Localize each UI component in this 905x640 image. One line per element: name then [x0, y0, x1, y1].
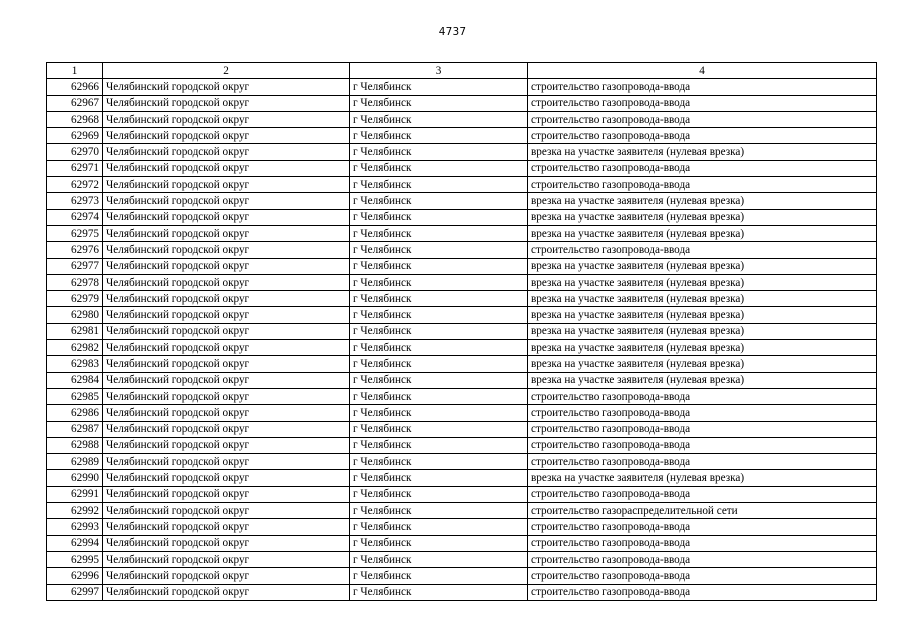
- settlement-cell: г Челябинск: [350, 405, 528, 421]
- work-type-cell: строительство газопровода-ввода: [528, 437, 877, 453]
- settlement-cell: г Челябинск: [350, 291, 528, 307]
- municipality-cell: Челябинский городской округ: [103, 503, 350, 519]
- table-row: [47, 486, 877, 502]
- work-type-cell: строительство газопровода-ввода: [528, 584, 877, 600]
- settlement-cell: г Челябинск: [350, 421, 528, 437]
- row-number-cell: 62980: [47, 307, 103, 323]
- table-row: [47, 209, 877, 225]
- work-type-cell: врезка на участке заявителя (нулевая врезка): [528, 144, 877, 160]
- settlement-cell: г Челябинск: [350, 470, 528, 486]
- table-row: [47, 111, 877, 127]
- settlement-cell: г Челябинск: [350, 340, 528, 356]
- row-number-cell: 62971: [47, 160, 103, 176]
- row-number-cell: 62990: [47, 470, 103, 486]
- work-type-cell: строительство газопровода-ввода: [528, 160, 877, 176]
- table-row: [47, 372, 877, 388]
- settlement-cell: г Челябинск: [350, 177, 528, 193]
- municipality-cell: Челябинский городской округ: [103, 111, 350, 127]
- table-row: [47, 568, 877, 584]
- settlement-cell: г Челябинск: [350, 551, 528, 567]
- work-type-cell: врезка на участке заявителя (нулевая врезка): [528, 291, 877, 307]
- work-type-cell: врезка на участке заявителя (нулевая врезка): [528, 470, 877, 486]
- row-number-cell: 62978: [47, 274, 103, 290]
- settlement-cell: г Челябинск: [350, 144, 528, 160]
- settlement-cell: г Челябинск: [350, 79, 528, 95]
- table-row: [47, 274, 877, 290]
- row-number-cell: 62992: [47, 503, 103, 519]
- settlement-cell: г Челябинск: [350, 242, 528, 258]
- work-type-cell: врезка на участке заявителя (нулевая врезка): [528, 372, 877, 388]
- row-number-cell: 62988: [47, 437, 103, 453]
- table-row: [47, 144, 877, 160]
- settlement-cell: г Челябинск: [350, 584, 528, 600]
- row-number-cell: 62972: [47, 177, 103, 193]
- table-row: [47, 454, 877, 470]
- municipality-cell: Челябинский городской округ: [103, 568, 350, 584]
- settlement-cell: г Челябинск: [350, 274, 528, 290]
- column-header-2: 2: [103, 63, 350, 79]
- municipality-cell: Челябинский городской округ: [103, 258, 350, 274]
- municipality-cell: Челябинский городской округ: [103, 584, 350, 600]
- municipality-cell: Челябинский городской округ: [103, 551, 350, 567]
- work-type-cell: строительство газопровода-ввода: [528, 421, 877, 437]
- work-type-cell: строительство газопровода-ввода: [528, 128, 877, 144]
- row-number-cell: 62993: [47, 519, 103, 535]
- settlement-cell: г Челябинск: [350, 258, 528, 274]
- settlement-cell: г Челябинск: [350, 209, 528, 225]
- municipality-cell: Челябинский городской округ: [103, 144, 350, 160]
- row-number-cell: 62986: [47, 405, 103, 421]
- work-type-cell: строительство газопровода-ввода: [528, 535, 877, 551]
- table-row: [47, 79, 877, 95]
- table-header-row: [47, 63, 877, 79]
- municipality-cell: Челябинский городской округ: [103, 340, 350, 356]
- work-type-cell: врезка на участке заявителя (нулевая врезка): [528, 258, 877, 274]
- work-type-cell: врезка на участке заявителя (нулевая врезка): [528, 225, 877, 241]
- row-number-cell: 62974: [47, 209, 103, 225]
- table-row: [47, 535, 877, 551]
- row-number-cell: 62979: [47, 291, 103, 307]
- work-type-cell: строительство газопровода-ввода: [528, 568, 877, 584]
- municipality-cell: Челябинский городской округ: [103, 193, 350, 209]
- table-row: [47, 225, 877, 241]
- work-type-cell: строительство газопровода-ввода: [528, 388, 877, 404]
- row-number-cell: 62977: [47, 258, 103, 274]
- row-number-cell: 62985: [47, 388, 103, 404]
- table-row: [47, 95, 877, 111]
- work-type-cell: врезка на участке заявителя (нулевая врезка): [528, 209, 877, 225]
- settlement-cell: г Челябинск: [350, 519, 528, 535]
- work-type-cell: строительство газопровода-ввода: [528, 519, 877, 535]
- municipality-cell: Челябинский городской округ: [103, 209, 350, 225]
- row-number-cell: 62995: [47, 551, 103, 567]
- row-number-cell: 62989: [47, 454, 103, 470]
- work-type-cell: врезка на участке заявителя (нулевая врезка): [528, 307, 877, 323]
- work-type-cell: врезка на участке заявителя (нулевая врезка): [528, 340, 877, 356]
- work-type-cell: строительство газопровода-ввода: [528, 79, 877, 95]
- work-type-cell: врезка на участке заявителя (нулевая врезка): [528, 356, 877, 372]
- row-number-cell: 62973: [47, 193, 103, 209]
- table-row: [47, 551, 877, 567]
- row-number-cell: 62996: [47, 568, 103, 584]
- table-row: [47, 242, 877, 258]
- table-row: [47, 340, 877, 356]
- page-number: 4737: [438, 26, 467, 38]
- table-row: [47, 160, 877, 176]
- column-header-1: 1: [47, 63, 103, 79]
- settlement-cell: г Челябинск: [350, 503, 528, 519]
- work-type-cell: врезка на участке заявителя (нулевая врезка): [528, 193, 877, 209]
- work-type-cell: врезка на участке заявителя (нулевая врезка): [528, 274, 877, 290]
- row-number-cell: 62982: [47, 340, 103, 356]
- row-number-cell: 62991: [47, 486, 103, 502]
- row-number-cell: 62975: [47, 225, 103, 241]
- table-row: [47, 503, 877, 519]
- row-number-cell: 62969: [47, 128, 103, 144]
- settlement-cell: г Челябинск: [350, 356, 528, 372]
- row-number-cell: 62967: [47, 95, 103, 111]
- settlement-cell: г Челябинск: [350, 388, 528, 404]
- municipality-cell: Челябинский городской округ: [103, 372, 350, 388]
- settlement-cell: г Челябинск: [350, 437, 528, 453]
- table-row: [47, 356, 877, 372]
- table-row: [47, 291, 877, 307]
- settlement-cell: г Челябинск: [350, 160, 528, 176]
- municipality-cell: Челябинский городской округ: [103, 177, 350, 193]
- table-body: [47, 79, 877, 601]
- municipality-cell: Челябинский городской округ: [103, 356, 350, 372]
- table-row: [47, 421, 877, 437]
- row-number-cell: 62997: [47, 584, 103, 600]
- municipality-cell: Челябинский городской округ: [103, 307, 350, 323]
- row-number-cell: 62983: [47, 356, 103, 372]
- column-header-3: 3: [350, 63, 528, 79]
- municipality-cell: Челябинский городской округ: [103, 323, 350, 339]
- settlement-cell: г Челябинск: [350, 454, 528, 470]
- municipality-cell: Челябинский городской округ: [103, 160, 350, 176]
- municipality-cell: Челябинский городской округ: [103, 486, 350, 502]
- municipality-cell: Челябинский городской округ: [103, 437, 350, 453]
- municipality-cell: Челябинский городской округ: [103, 79, 350, 95]
- registry-table: [46, 62, 877, 601]
- settlement-cell: г Челябинск: [350, 95, 528, 111]
- table-row: [47, 128, 877, 144]
- settlement-cell: г Челябинск: [350, 111, 528, 127]
- municipality-cell: Челябинский городской округ: [103, 95, 350, 111]
- table-row: [47, 470, 877, 486]
- table-row: [47, 584, 877, 600]
- work-type-cell: строительство газопровода-ввода: [528, 95, 877, 111]
- row-number-cell: 62968: [47, 111, 103, 127]
- municipality-cell: Челябинский городской округ: [103, 242, 350, 258]
- settlement-cell: г Челябинск: [350, 193, 528, 209]
- work-type-cell: строительство газопровода-ввода: [528, 405, 877, 421]
- settlement-cell: г Челябинск: [350, 323, 528, 339]
- table-row: [47, 307, 877, 323]
- table-row: [47, 177, 877, 193]
- table-row: [47, 405, 877, 421]
- work-type-cell: врезка на участке заявителя (нулевая врезка): [528, 323, 877, 339]
- settlement-cell: г Челябинск: [350, 225, 528, 241]
- work-type-cell: строительство газопровода-ввода: [528, 242, 877, 258]
- municipality-cell: Челябинский городской округ: [103, 225, 350, 241]
- municipality-cell: Челябинский городской округ: [103, 519, 350, 535]
- work-type-cell: строительство газораспределительной сети: [528, 503, 877, 519]
- row-number-cell: 62987: [47, 421, 103, 437]
- row-number-cell: 62981: [47, 323, 103, 339]
- municipality-cell: Челябинский городской округ: [103, 405, 350, 421]
- municipality-cell: Челябинский городской округ: [103, 470, 350, 486]
- settlement-cell: г Челябинск: [350, 568, 528, 584]
- settlement-cell: г Челябинск: [350, 372, 528, 388]
- municipality-cell: Челябинский городской округ: [103, 274, 350, 290]
- work-type-cell: строительство газопровода-ввода: [528, 454, 877, 470]
- row-number-cell: 62994: [47, 535, 103, 551]
- column-header-4: 4: [528, 63, 877, 79]
- table-row: [47, 519, 877, 535]
- municipality-cell: Челябинский городской округ: [103, 535, 350, 551]
- row-number-cell: 62966: [47, 79, 103, 95]
- work-type-cell: строительство газопровода-ввода: [528, 551, 877, 567]
- table-row: [47, 193, 877, 209]
- settlement-cell: г Челябинск: [350, 486, 528, 502]
- table-row: [47, 323, 877, 339]
- row-number-cell: 62970: [47, 144, 103, 160]
- municipality-cell: Челябинский городской округ: [103, 128, 350, 144]
- row-number-cell: 62976: [47, 242, 103, 258]
- settlement-cell: г Челябинск: [350, 128, 528, 144]
- municipality-cell: Челябинский городской округ: [103, 454, 350, 470]
- settlement-cell: г Челябинск: [350, 307, 528, 323]
- work-type-cell: строительство газопровода-ввода: [528, 177, 877, 193]
- municipality-cell: Челябинский городской округ: [103, 291, 350, 307]
- work-type-cell: строительство газопровода-ввода: [528, 111, 877, 127]
- work-type-cell: строительство газопровода-ввода: [528, 486, 877, 502]
- table-row: [47, 437, 877, 453]
- municipality-cell: Челябинский городской округ: [103, 388, 350, 404]
- row-number-cell: 62984: [47, 372, 103, 388]
- settlement-cell: г Челябинск: [350, 535, 528, 551]
- table-row: [47, 388, 877, 404]
- table-row: [47, 258, 877, 274]
- municipality-cell: Челябинский городской округ: [103, 421, 350, 437]
